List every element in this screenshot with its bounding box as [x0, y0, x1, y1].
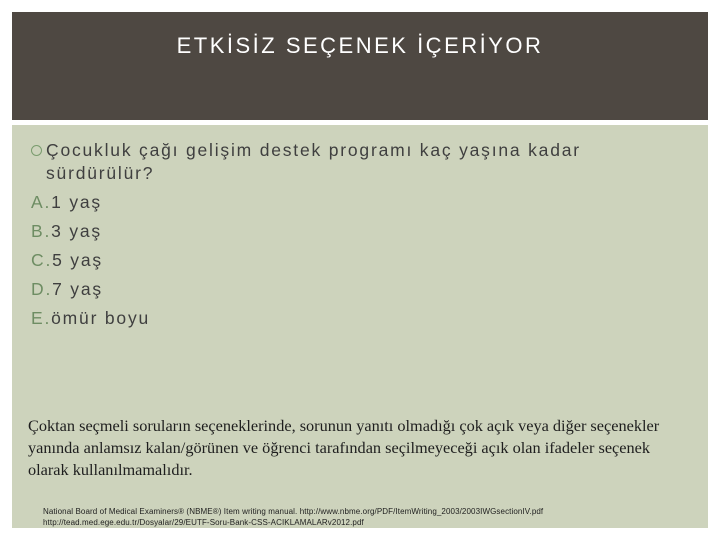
title-bar — [12, 12, 708, 120]
option-letter: D. — [31, 279, 53, 299]
hollow-circle-bullet-icon — [31, 145, 42, 156]
explanation-paragraph: Çoktan seçmeli soruların seçeneklerinde, sorunun yanıtı olmadığı çok açık veya diğer seçenekler yanında anlamsız kalan/görünen ve öğrenci tarafından seçilmeyeceği açık olan ifadeler seçenek olarak kullanılmamalıdır. — [28, 416, 660, 479]
option-b — [31, 221, 102, 247]
option-letter: B. — [31, 221, 52, 241]
slide-title: ETKİSİZ SEÇENEK İÇERİYOR — [176, 33, 544, 58]
reference-1: National Board of Medical Examiners® (NBME®) Item writing manual. http://www.nbme.org/PDF/ItemWriting_2003/2003IWGsectionIV.pdf — [43, 507, 544, 516]
question — [30, 139, 670, 185]
option-text: 7 yaş — [52, 279, 103, 299]
question-text-line2: sürdürülür? — [46, 163, 155, 183]
option-letter: A. — [31, 192, 52, 212]
option-text: 5 yaş — [52, 250, 103, 270]
title-divider — [12, 120, 708, 125]
option-e — [31, 308, 150, 334]
option-text: ömür boyu — [51, 308, 151, 328]
question-text-line1: Çocukluk çağı gelişim destek programı kaç yaşına kadar — [46, 140, 581, 160]
option-d — [31, 279, 103, 305]
slide — [12, 12, 708, 528]
option-text: 3 yaş — [51, 221, 102, 241]
option-letter: E. — [31, 308, 52, 328]
option-c — [31, 250, 103, 276]
reference-2: http://tead.med.ege.edu.tr/Dosyalar/29/EUTF-Soru-Bank-CSS-ACIKLAMALARv2012.pdf — [43, 518, 364, 527]
option-a — [31, 192, 102, 218]
option-letter: C. — [31, 250, 53, 270]
option-text: 1 yaş — [51, 192, 102, 212]
